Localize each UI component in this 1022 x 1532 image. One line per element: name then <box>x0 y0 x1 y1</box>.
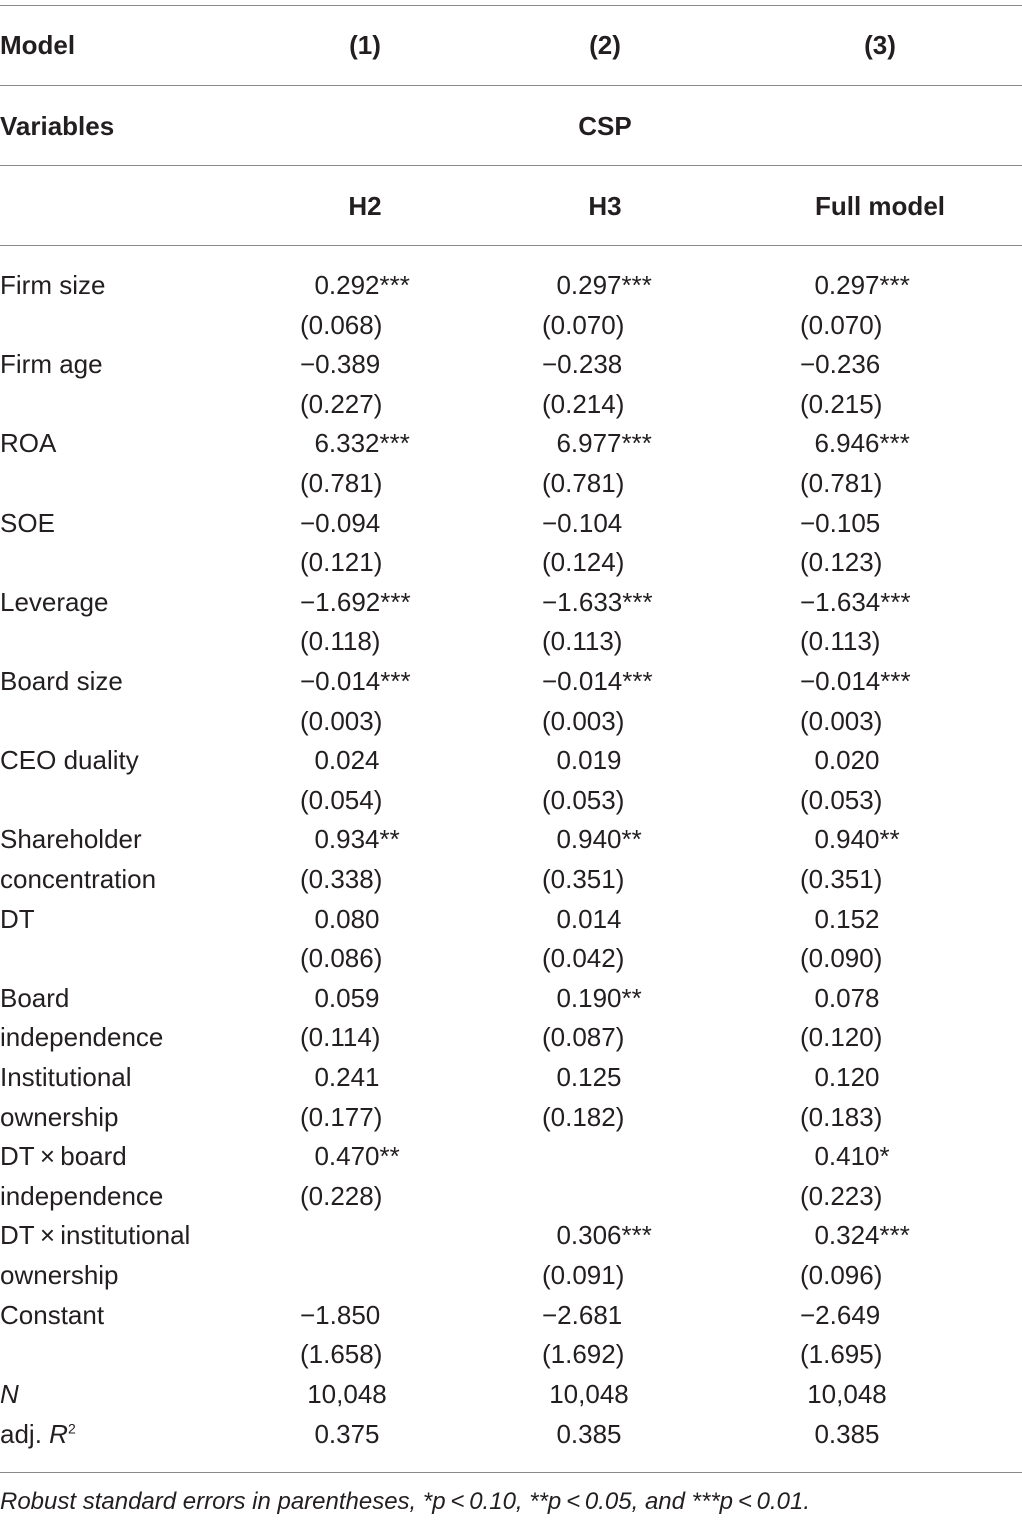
r2-col-3: 0.385 <box>800 1419 880 1449</box>
variable-label: independence <box>0 1022 164 1053</box>
variable-label: DT × board <box>0 1141 127 1172</box>
table-cell-c1: 0.024 <box>300 745 380 776</box>
variable-label: DT × institutional <box>0 1220 191 1251</box>
table-cell-c3: 6.946*** <box>800 428 910 459</box>
r2-col-1: 0.375 <box>300 1419 380 1449</box>
table-cell-c1: (0.228) <box>300 1180 383 1211</box>
variable-label: Board <box>0 982 70 1013</box>
variable-label: ownership <box>0 1101 119 1132</box>
table-cell-c3: 0.297*** <box>800 270 910 300</box>
table-cell-c3: (0.096) <box>800 1260 883 1290</box>
variable-label: Board size <box>0 666 123 696</box>
table-cell-c1: −1.692*** <box>300 586 411 617</box>
table-cell-c1: −1.850 <box>300 1299 381 1330</box>
r2-label <box>0 1415 76 1455</box>
table-cell-c1: (0.177) <box>300 1101 383 1132</box>
variable-label: Institutional <box>0 1062 132 1092</box>
rule-4 <box>0 245 1022 246</box>
n-col-2: 10,048 <box>542 1379 629 1409</box>
table-cell-c3: (0.215) <box>800 388 883 419</box>
sub-header-1: H2 <box>348 191 382 221</box>
table-cell-c3: (1.695) <box>800 1339 883 1370</box>
table-cell-c2: (0.351) <box>542 864 625 894</box>
table-cell-c3: (0.123) <box>800 547 883 578</box>
table-cell-c2: (0.053) <box>542 784 625 815</box>
r2-label-var: R <box>49 1419 68 1449</box>
table-cell-c1: (0.118) <box>300 626 381 657</box>
table-cell-c3: 0.078 <box>800 982 880 1013</box>
col-2-header: (2) <box>589 30 621 60</box>
sub-header-2: H3 <box>588 191 622 221</box>
table-cell-c1: (0.227) <box>300 388 383 419</box>
table-cell-c2: (0.781) <box>542 468 625 498</box>
table-cell-c3: 0.120 <box>800 1062 880 1092</box>
table-cell-c1: 0.934** <box>300 824 400 855</box>
table-footnote: Robust standard errors in parentheses, *p < 0.10, **p < 0.05, and ***p < 0.01. <box>0 1488 811 1515</box>
table-cell-c1: 0.470** <box>300 1141 400 1172</box>
table-cell-c3: (0.003) <box>800 705 883 736</box>
variables-label: Variables <box>0 111 115 141</box>
table-cell-c1: −0.014*** <box>300 666 411 696</box>
table-cell-c2: −1.633*** <box>542 586 653 617</box>
table-cell-c1: 0.059 <box>300 982 380 1013</box>
variable-label: ownership <box>0 1260 119 1290</box>
dependent-variable: CSP <box>578 111 632 141</box>
table-cell-c1: 0.080 <box>300 903 380 934</box>
table-cell-c1: −0.094 <box>300 507 381 538</box>
col-1-header: (1) <box>349 30 381 60</box>
variable-label: Firm age <box>0 349 103 380</box>
table-cell-c2: (0.113) <box>542 626 623 657</box>
table-cell-c1: (0.054) <box>300 784 383 815</box>
table-cell-c3: (0.183) <box>800 1101 883 1132</box>
sub-header-3: Full model <box>815 191 945 221</box>
table-cell-c3: (0.090) <box>800 943 883 974</box>
table-cell-c2: (0.214) <box>542 388 625 419</box>
table-cell-c3: 0.020 <box>800 745 880 776</box>
variable-label: DT <box>0 903 35 934</box>
table-cell-c3: (0.070) <box>800 309 883 340</box>
table-cell-c2: (0.124) <box>542 547 625 578</box>
table-cell-c2: 0.297*** <box>542 270 652 300</box>
table-cell-c2: (0.087) <box>542 1022 625 1053</box>
table-cell-c1: (0.338) <box>300 864 383 894</box>
table-cell-c2: −0.238 <box>542 349 623 380</box>
table-cell-c2: (0.182) <box>542 1101 625 1132</box>
variable-label: Firm size <box>0 270 106 300</box>
variable-label: Shareholder <box>0 824 142 855</box>
table-cell-c2: 0.014 <box>542 903 622 934</box>
table-cell-c1: (0.781) <box>300 468 383 498</box>
table-cell-c3: 0.152 <box>800 903 880 934</box>
r2-label-sup: 2 <box>67 1420 76 1437</box>
table-cell-c3: (0.113) <box>800 626 881 657</box>
table-cell-c1: (0.068) <box>300 309 383 340</box>
variable-label: ROA <box>0 428 57 459</box>
table-cell-c3: −0.105 <box>800 507 881 538</box>
table-cell-c1: −0.389 <box>300 349 381 380</box>
table-cell-c3: 0.940** <box>800 824 900 855</box>
table-cell-c3: (0.053) <box>800 784 883 815</box>
table-cell-c2: (0.003) <box>542 705 625 736</box>
n-col-1: 10,048 <box>300 1379 387 1409</box>
table-cell-c3: −0.236 <box>800 349 881 380</box>
variable-label: independence <box>0 1180 164 1211</box>
table-cell-c2: 0.190** <box>542 982 642 1013</box>
table-cell-c2: (0.042) <box>542 943 625 974</box>
variable-label: concentration <box>0 864 157 894</box>
r2-label-prefix: adj. <box>0 1419 50 1449</box>
table-cell-c3: (0.351) <box>800 864 883 894</box>
model-label: Model <box>0 30 76 60</box>
table-cell-c2: 0.940** <box>542 824 642 855</box>
table-cell-c3: −0.014*** <box>800 666 911 696</box>
table-cell-c2: −2.681 <box>542 1299 623 1330</box>
table-cell-c1: (1.658) <box>300 1339 383 1370</box>
table-cell-c3: −1.634*** <box>800 586 911 617</box>
n-col-3: 10,048 <box>800 1379 887 1409</box>
table-cell-c1: (0.003) <box>300 705 383 736</box>
variable-label: Constant <box>0 1299 105 1330</box>
table-cell-c3: 0.324*** <box>800 1220 910 1251</box>
rule-2 <box>0 85 1022 86</box>
table-cell-c1: 0.241 <box>300 1062 380 1092</box>
table-cell-c3: (0.120) <box>800 1022 883 1053</box>
table-cell-c2: −0.014*** <box>542 666 653 696</box>
table-cell-c2: 0.019 <box>542 745 622 776</box>
table-cell-c1: (0.086) <box>300 943 383 974</box>
variable-label: Leverage <box>0 586 109 617</box>
bottom-rule <box>0 1472 1022 1473</box>
table-cell-c2: 0.125 <box>542 1062 622 1092</box>
table-cell-c2: −0.104 <box>542 507 623 538</box>
n-label: N <box>0 1379 19 1409</box>
table-cell-c3: −2.649 <box>800 1299 881 1330</box>
table-cell-c3: (0.223) <box>800 1180 883 1211</box>
table-cell-c2: (0.091) <box>542 1260 625 1290</box>
table-cell-c2: (0.070) <box>542 309 625 340</box>
table-cell-c2: 6.977*** <box>542 428 652 459</box>
table-cell-c2: 0.306*** <box>542 1220 652 1251</box>
table-cell-c2: (1.692) <box>542 1339 625 1370</box>
table-cell-c1: (0.114) <box>300 1022 381 1053</box>
table-cell-c1: (0.121) <box>300 547 383 578</box>
table-cell-c1: 0.292*** <box>300 270 410 300</box>
table-cell-c1: 6.332*** <box>300 428 410 459</box>
variable-label: CEO duality <box>0 745 139 776</box>
r2-col-2: 0.385 <box>542 1419 622 1449</box>
table-cell-c3: 0.410* <box>800 1141 890 1172</box>
variable-label: SOE <box>0 507 55 538</box>
col-3-header: (3) <box>864 30 896 60</box>
table-cell-c3: (0.781) <box>800 468 883 498</box>
